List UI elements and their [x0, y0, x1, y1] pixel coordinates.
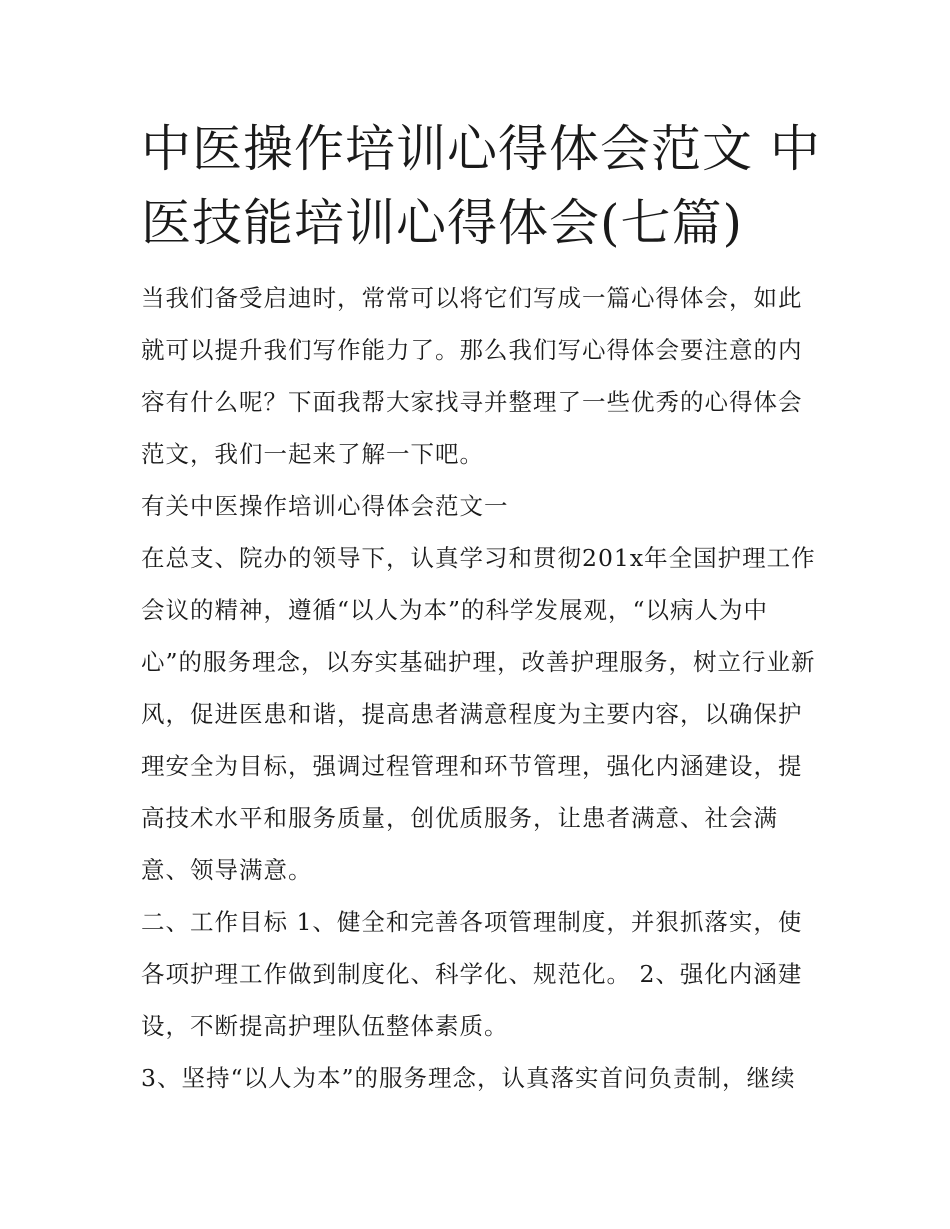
work-goals-paragraph: 二、工作目标 1、健全和完善各项管理制度，并狠抓落实，使各项护理工作做到制度化、科学化、规范化。 2、强化内涵建设，不断提高护理队伍整体素质。: [141, 908, 803, 1040]
intro-paragraph: 当我们备受启迪时，常常可以将它们写成一篇心得体会，如此就可以提升我们写作能力了。那么我们写心得体会要注意的内容有什么呢？下面我帮大家找寻并整理了一些优秀的心得体会范文，我们一起来了解一下吧。: [141, 284, 803, 468]
document-title: 中医操作培训心得体会范文 中医技能培训心得体会(七篇): [141, 120, 821, 252]
document-page: [141, 112, 821, 1104]
body-paragraph: 在总支、院办的领导下，认真学习和贯彻201x年全国护理工作会议的精神，遵循“以人为本”的科学发展观，“以病人为中心”的服务理念，以夯实基础护理，改善护理服务，树立行业新风，促进医患和谐，提高患者满意程度为主要内容，以确保护理安全为目标，强调过程管理和环节管理，强化内涵建设，提高技术水平和服务质量，创优质服务，让患者满意、社会满意、领导满意。: [141, 544, 816, 884]
continued-paragraph: 3、坚持“以人为本”的服务理念，认真落实首问负责制，继续: [141, 1064, 796, 1092]
section-heading: 有关中医操作培训心得体会范文一: [141, 492, 509, 520]
